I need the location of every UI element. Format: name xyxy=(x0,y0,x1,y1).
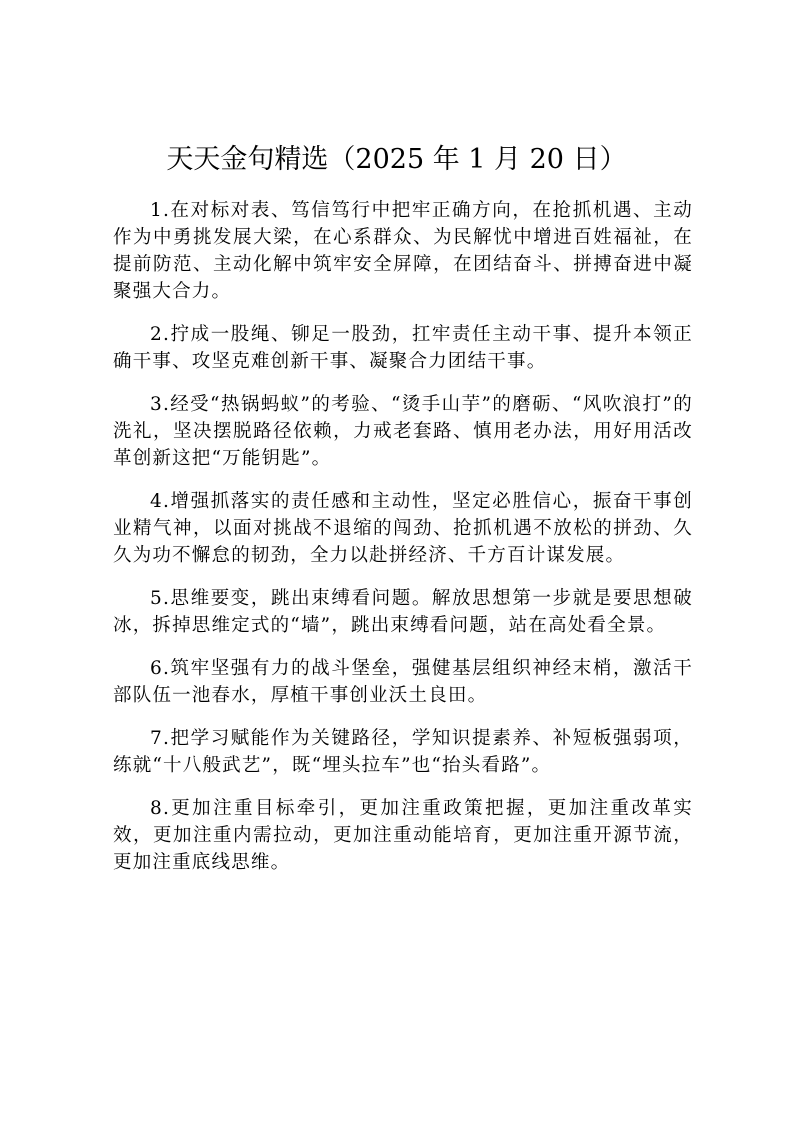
paragraph-1: 1.在对标对表、笃信笃行中把牢正确方向，在抢抓机遇、主动作为中勇挑发展大梁，在心系群众、为民解忧中增进百姓福祉，在提前防范、主动化解中筑牢安全屏障，在团结奋斗、拼搏奋进中凝聚强大合力。 xyxy=(113,200,693,302)
paragraph-7: 7.把学习赋能作为关键路径，学知识提素养、补短板强弱项，练就“十八般武艺”，既“埋头拉车”也“抬头看路”。 xyxy=(113,728,693,776)
document-body xyxy=(113,197,693,892)
document-title: 天天金句精选（2025 年 1 月 20 日） xyxy=(166,144,627,175)
paragraph-4: 4.增强抓落实的责任感和主动性，坚定必胜信心，振奋干事创业精气神，以面对挑战不退缩的闯劲、抢抓机遇不放松的拼劲、久久为功不懈怠的韧劲，全力以赴拼经济、千方百计谋发展。 xyxy=(113,491,693,566)
paragraph-8: 8.更加注重目标牵引，更加注重政策把握，更加注重改革实效，更加注重内需拉动，更加注重动能培育，更加注重开源节流，更加注重底线思维。 xyxy=(113,798,693,873)
paragraph-2: 2.拧成一股绳、铆足一股劲，扛牢责任主动干事、提升本领正确干事、攻坚克难创新干事、凝聚合力团结干事。 xyxy=(113,324,693,372)
paragraph-5: 5.思维要变，跳出束缚看问题。解放思想第一步就是要思想破冰，拆掉思维定式的“墙”，跳出束缚看问题，站在高处看全景。 xyxy=(113,588,693,636)
paragraph-6: 6.筑牢坚强有力的战斗堡垒，强健基层组织神经末梢，激活干部队伍一池春水，厚植干事创业沃土良田。 xyxy=(113,658,693,706)
paragraph-3: 3.经受“热锅蚂蚁”的考验、“烫手山芋”的磨砺、“风吹浪打”的洗礼，坚决摆脱路径依赖，力戒老套路、慎用老办法，用好用活改革创新这把“万能钥匙”。 xyxy=(113,394,693,469)
